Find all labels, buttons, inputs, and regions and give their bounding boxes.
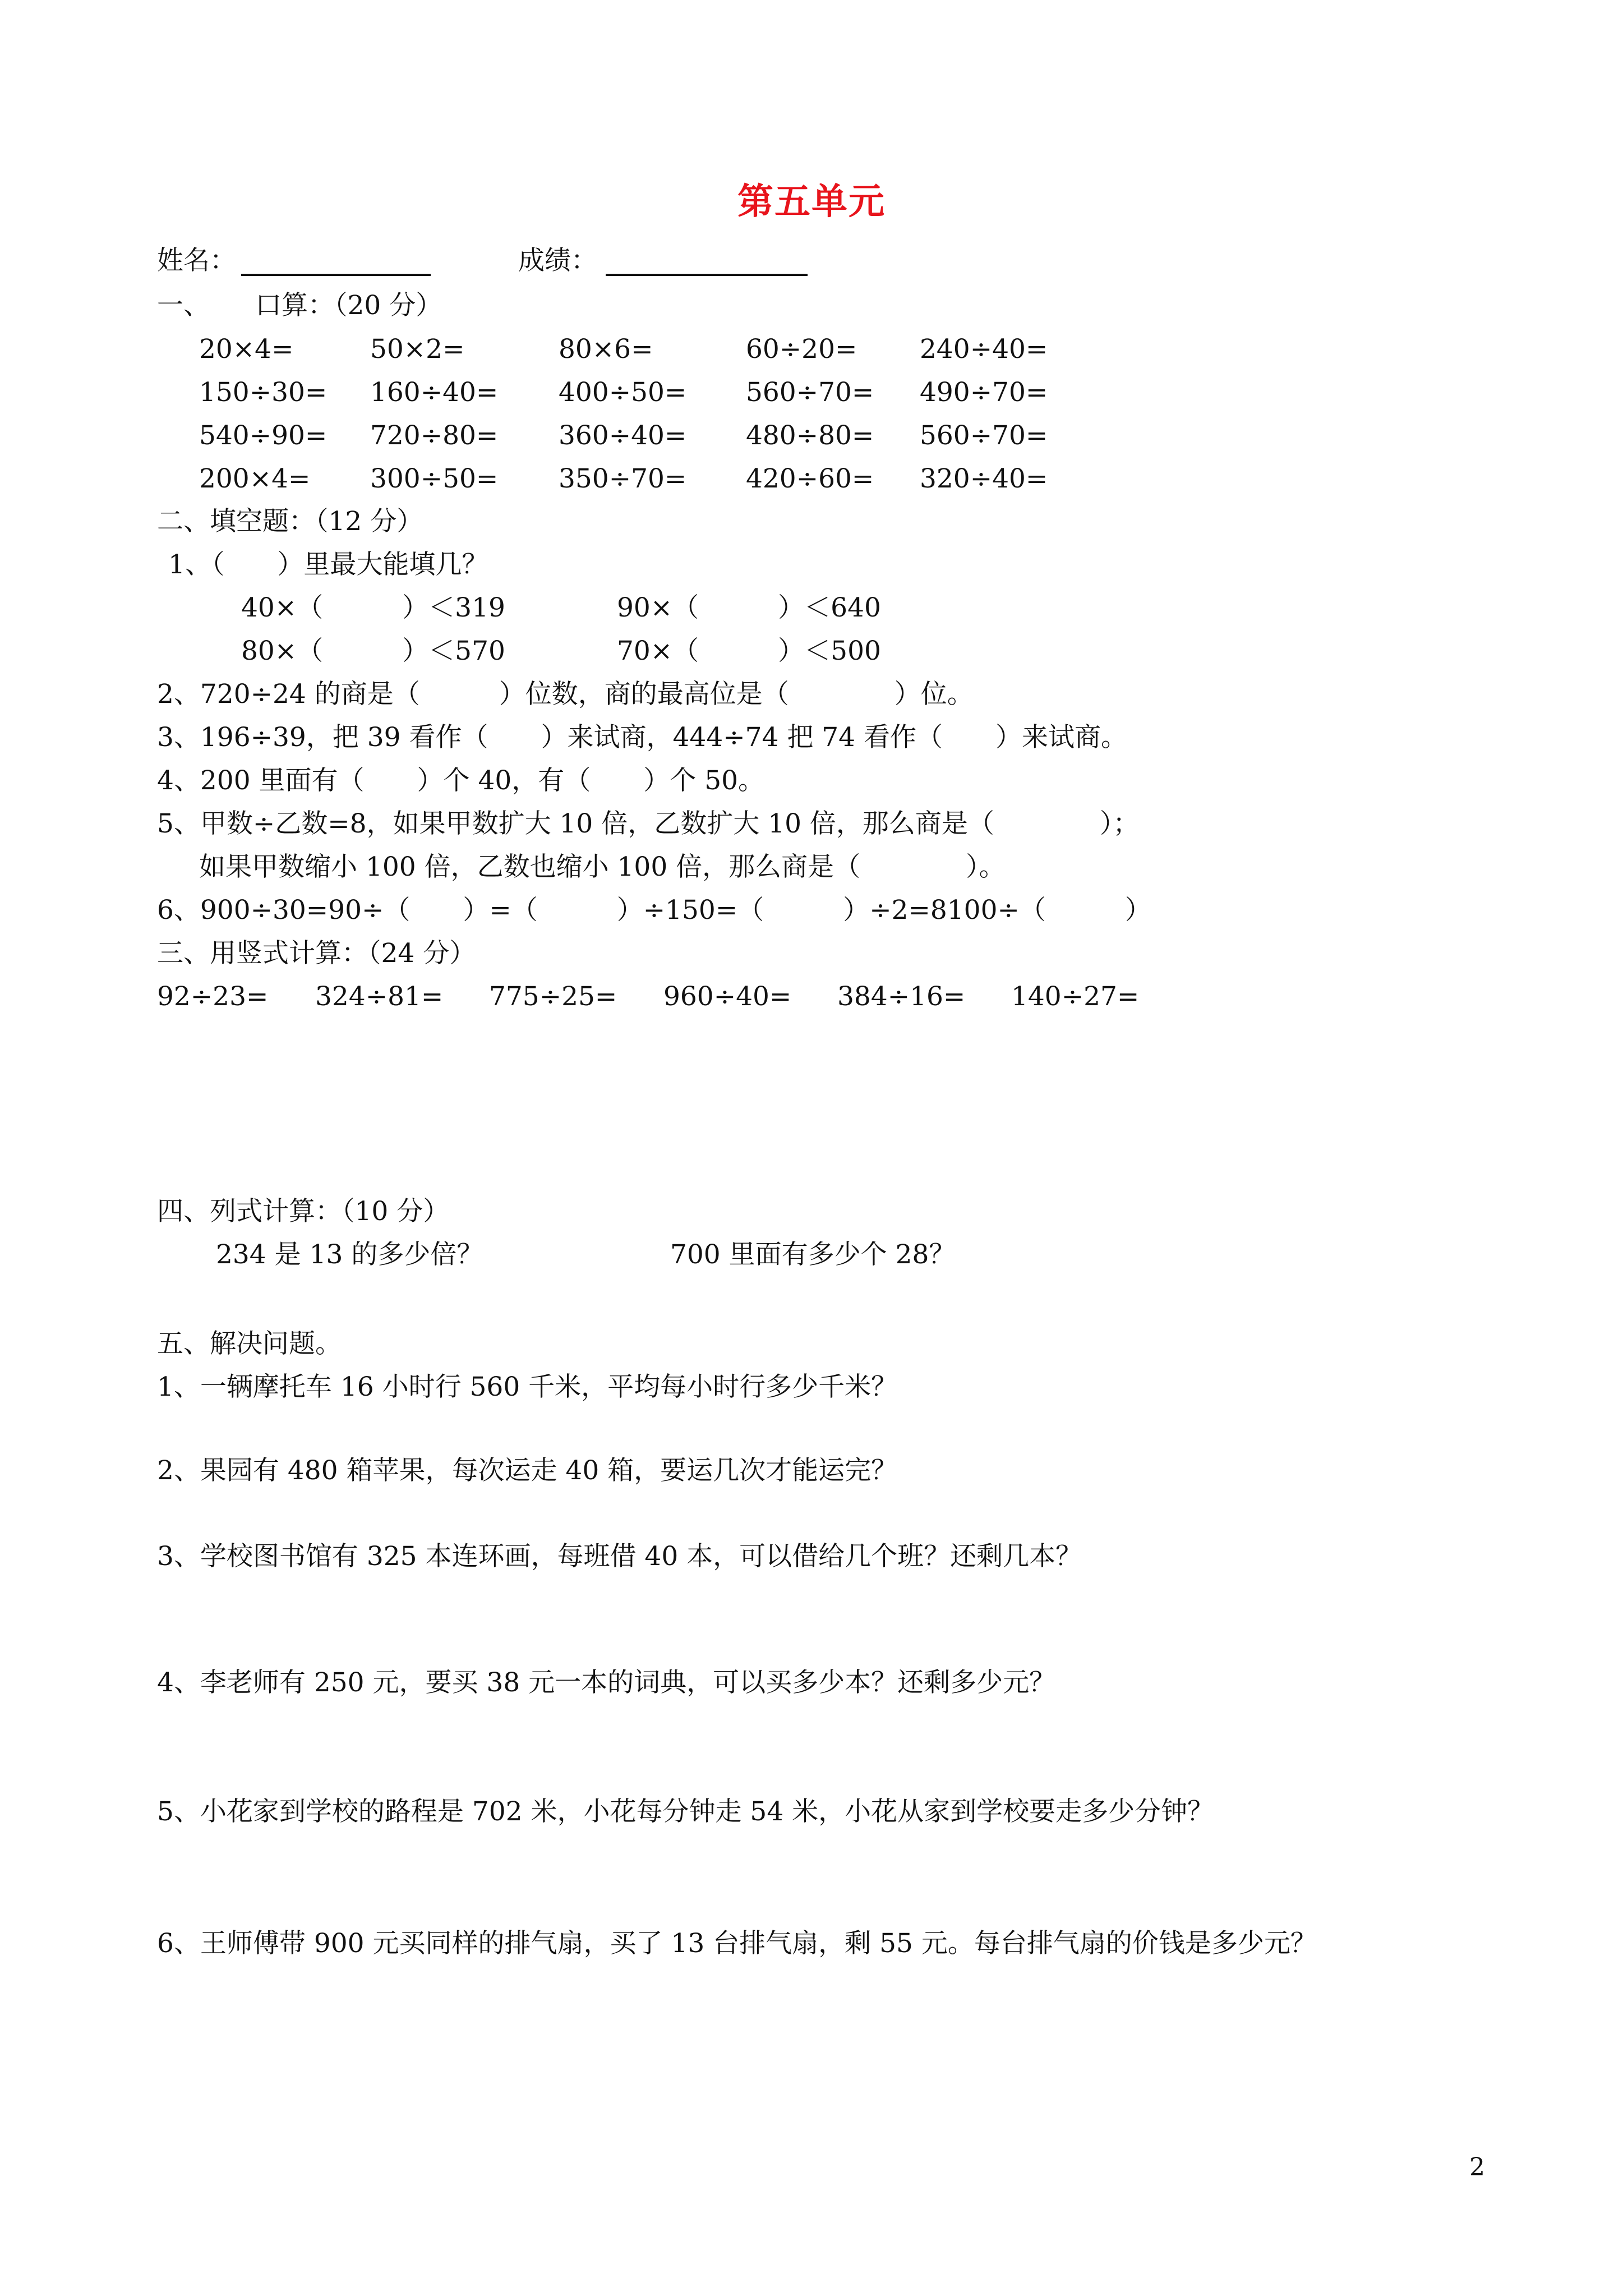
oral-calc-item: 60÷20= [746,334,857,365]
oral-calc-item: 540÷90= [199,420,328,451]
page-title: 第五单元 [737,181,886,223]
expression-calc-item: 700 里面有多少个 28？ [670,1239,956,1270]
word-problem: 4、李老师有 250 元，要买 38 元一本的词典，可以买多少本？还剩多少元？ [157,1667,1056,1698]
fill-q1: 1、（ ）里最大能填几？ [168,549,488,580]
word-problem: 5、小花家到学校的路程是 702 米，小花每分钟走 54 米，小花从家到学校要走多少分钟？ [157,1796,1214,1827]
oral-calc-item: 480÷80= [746,420,874,451]
oral-calc-item: 20×4= [199,334,294,365]
expression-calc-item: 234 是 13 的多少倍？ [216,1239,483,1270]
fill-q4: 4、200 里面有（ ）个 40，有（ ）个 50。 [157,765,765,796]
oral-calc-item: 560÷70= [920,420,1048,451]
word-problem: 1、一辆摩托车 16 小时行 560 千米，平均每小时行多少千米？ [157,1372,898,1402]
section2-heading: 二、填空题：（12 分） [157,506,423,537]
oral-calc-item: 320÷40= [920,463,1048,494]
fill-q1-item: 40×（ ）＜319 [241,592,505,623]
section5-heading: 五、解决问题。 [157,1328,342,1359]
fill-q6: 6、900÷30=90÷（ ）=（ ）÷150=（ ）÷2=8100÷（ ） [157,895,1151,926]
vertical-calc-item: 775÷25= [489,981,617,1012]
fill-q3: 3、196÷39，把 39 看作（ ）来试商，444÷74 把 74 看作（ ）来试商。 [157,722,1128,753]
oral-calc-item: 50×2= [370,334,465,365]
oral-calc-item: 490÷70= [920,377,1048,408]
oral-calc-item: 200×4= [199,463,311,494]
oral-calc-item: 160÷40= [370,377,499,408]
oral-calc-item: 150÷30= [199,377,328,408]
oral-calc-item: 560÷70= [746,377,874,408]
score-blank-line[interactable] [606,274,808,276]
oral-calc-item: 400÷50= [559,377,687,408]
oral-calc-item: 80×6= [559,334,653,365]
vertical-calc-item: 324÷81= [315,981,444,1012]
word-problem: 6、王师傅带 900 元买同样的排气扇，买了 13 台排气扇，剩 55 元。每台排气扇的价钱是多少元？ [157,1928,1317,1959]
vertical-calc-item: 92÷23= [157,981,269,1012]
oral-calc-item: 300÷50= [370,463,499,494]
section3-heading: 三、用竖式计算：（24 分） [157,938,476,969]
oral-calc-item: 360÷40= [559,420,687,451]
fill-q2: 2、720÷24 的商是（ ）位数，商的最高位是（ ）位。 [157,679,974,710]
fill-q5-line2: 如果甲数缩小 100 倍，乙数也缩小 100 倍，那么商是（ ）。 [199,852,1006,882]
page-number: 2 [1469,2153,1485,2182]
vertical-calc-item: 140÷27= [1011,981,1140,1012]
fill-q1-item: 70×（ ）＜500 [617,636,881,666]
oral-calc-item: 350÷70= [559,463,687,494]
vertical-calc-item: 384÷16= [837,981,966,1012]
section1-number: 一、 [157,290,210,321]
name-label: 姓名： [157,245,236,276]
oral-calc-item: 240÷40= [920,334,1048,365]
vertical-calc-item: 960÷40= [663,981,792,1012]
section4-heading: 四、列式计算：（10 分） [157,1196,450,1227]
fill-q1-item: 80×（ ）＜570 [241,636,505,666]
oral-calc-item: 720÷80= [370,420,499,451]
word-problem: 2、果园有 480 箱苹果，每次运走 40 箱，要运几次才能运完？ [157,1455,898,1486]
score-label: 成绩： [518,245,597,276]
fill-q5-line1: 5、甲数÷乙数=8，如果甲数扩大 10 倍，乙数扩大 10 倍，那么商是（ ）； [157,808,1140,839]
oral-calc-item: 420÷60= [746,463,874,494]
section1-heading: 口算：（20 分） [255,290,442,321]
word-problem: 3、学校图书馆有 325 本连环画，每班借 40 本，可以借给几个班？还剩几本？ [157,1541,1082,1572]
name-blank-line[interactable] [241,274,431,276]
fill-q1-item: 90×（ ）＜640 [617,592,881,623]
